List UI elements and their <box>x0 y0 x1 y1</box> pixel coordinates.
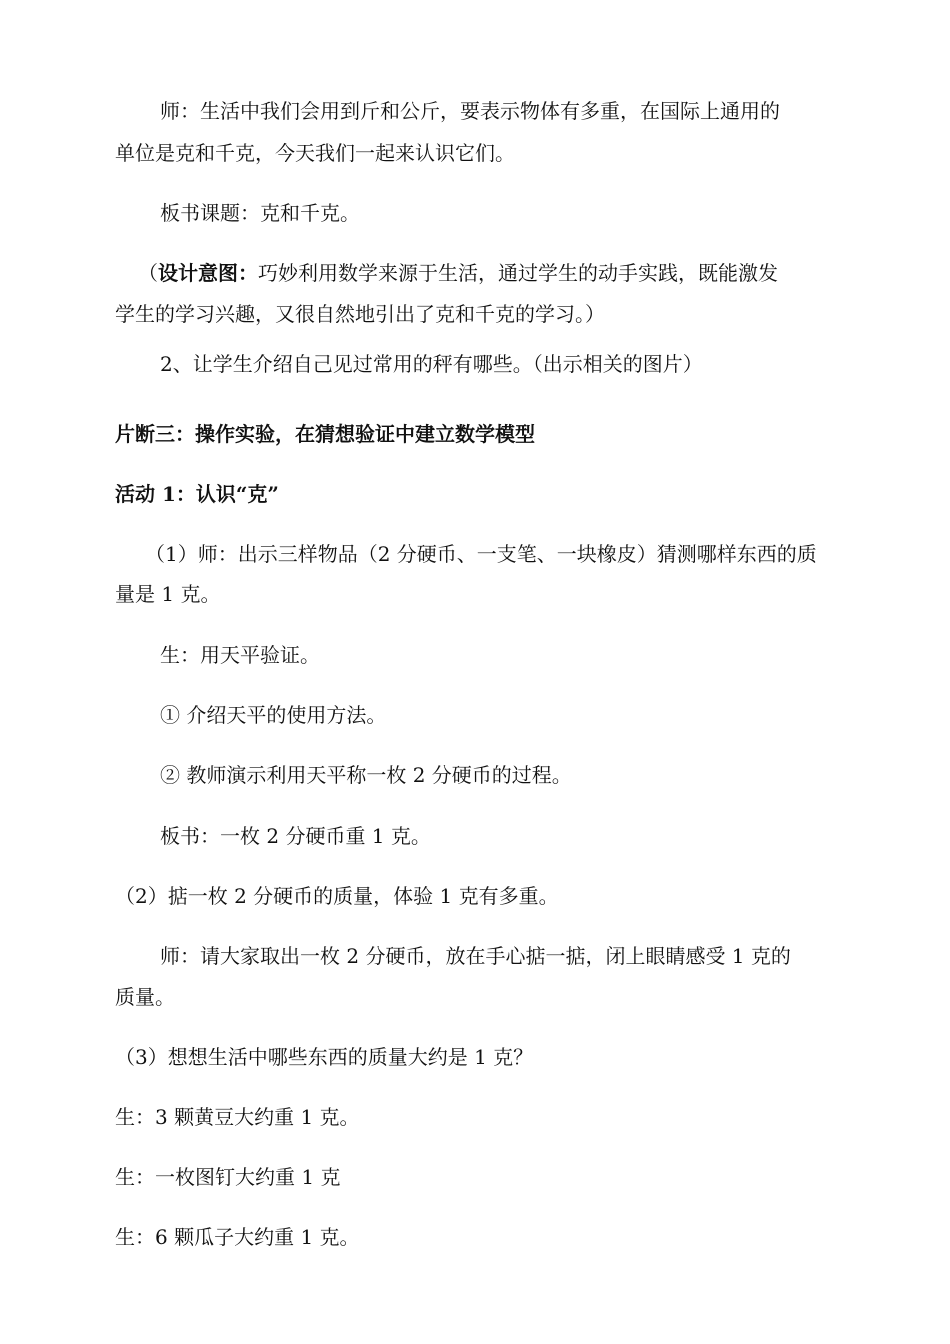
design-intent-label: 设计意图： <box>158 261 258 285</box>
paragraph-step2: （2）掂一枚 2 分硬币的质量，体验 1 克有多重。 <box>115 884 559 908</box>
paragraph-step1-line1: （1）师：出示三样物品（2 分硬币、一支笔、一块橡皮）猜测哪样东西的质 <box>145 542 817 566</box>
paragraph-student-verify: 生：用天平验证。 <box>160 643 320 667</box>
paragraph-design-intent-line1 <box>138 259 778 287</box>
activity-heading: 活动 1：认识“克” <box>115 482 279 506</box>
paragraph-teacher-feel-line1: 师：请大家取出一枚 2 分硬币，放在手心掂一掂，闭上眼睛感受 1 克的 <box>160 944 791 968</box>
paragraph-scales-intro: 2、让学生介绍自己见过常用的秤有哪些。（出示相关的图片） <box>160 352 703 376</box>
paragraph-student-answer2: 生：一枚图钉大约重 1 克 <box>115 1165 341 1189</box>
paragraph-board-coin: 板书：一枚 2 分硬币重 1 克。 <box>160 824 431 848</box>
paragraph-design-intent-line2: 学生的学习兴趣，又很自然地引出了克和千克的学习。） <box>115 302 605 326</box>
paragraph-balance-usage: ① 介绍天平的使用方法。 <box>160 703 387 727</box>
paragraph-step1-line2: 量是 1 克。 <box>115 582 221 606</box>
paragraph-teacher-demo: ② 教师演示利用天平称一枚 2 分硬币的过程。 <box>160 763 572 787</box>
open-paren: （ <box>138 261 158 285</box>
paragraph-board-title: 板书课题：克和千克。 <box>160 201 360 225</box>
paragraph-teacher-intro-line1: 师：生活中我们会用到斤和公斤，要表示物体有多重，在国际上通用的 <box>160 99 780 123</box>
design-intent-text: 巧妙利用数学来源于生活，通过学生的动手实践，既能激发 <box>258 261 778 285</box>
section-heading-fragment-three: 片断三：操作实验，在猜想验证中建立数学模型 <box>115 422 535 446</box>
paragraph-step3: （3）想想生活中哪些东西的质量大约是 1 克？ <box>115 1045 534 1069</box>
paragraph-student-answer3: 生：6 颗瓜子大约重 1 克。 <box>115 1225 360 1249</box>
paragraph-student-answer1: 生：3 颗黄豆大约重 1 克。 <box>115 1105 360 1129</box>
paragraph-teacher-intro-line2: 单位是克和千克，今天我们一起来认识它们。 <box>115 141 515 165</box>
paragraph-teacher-feel-line2: 质量。 <box>115 985 175 1009</box>
